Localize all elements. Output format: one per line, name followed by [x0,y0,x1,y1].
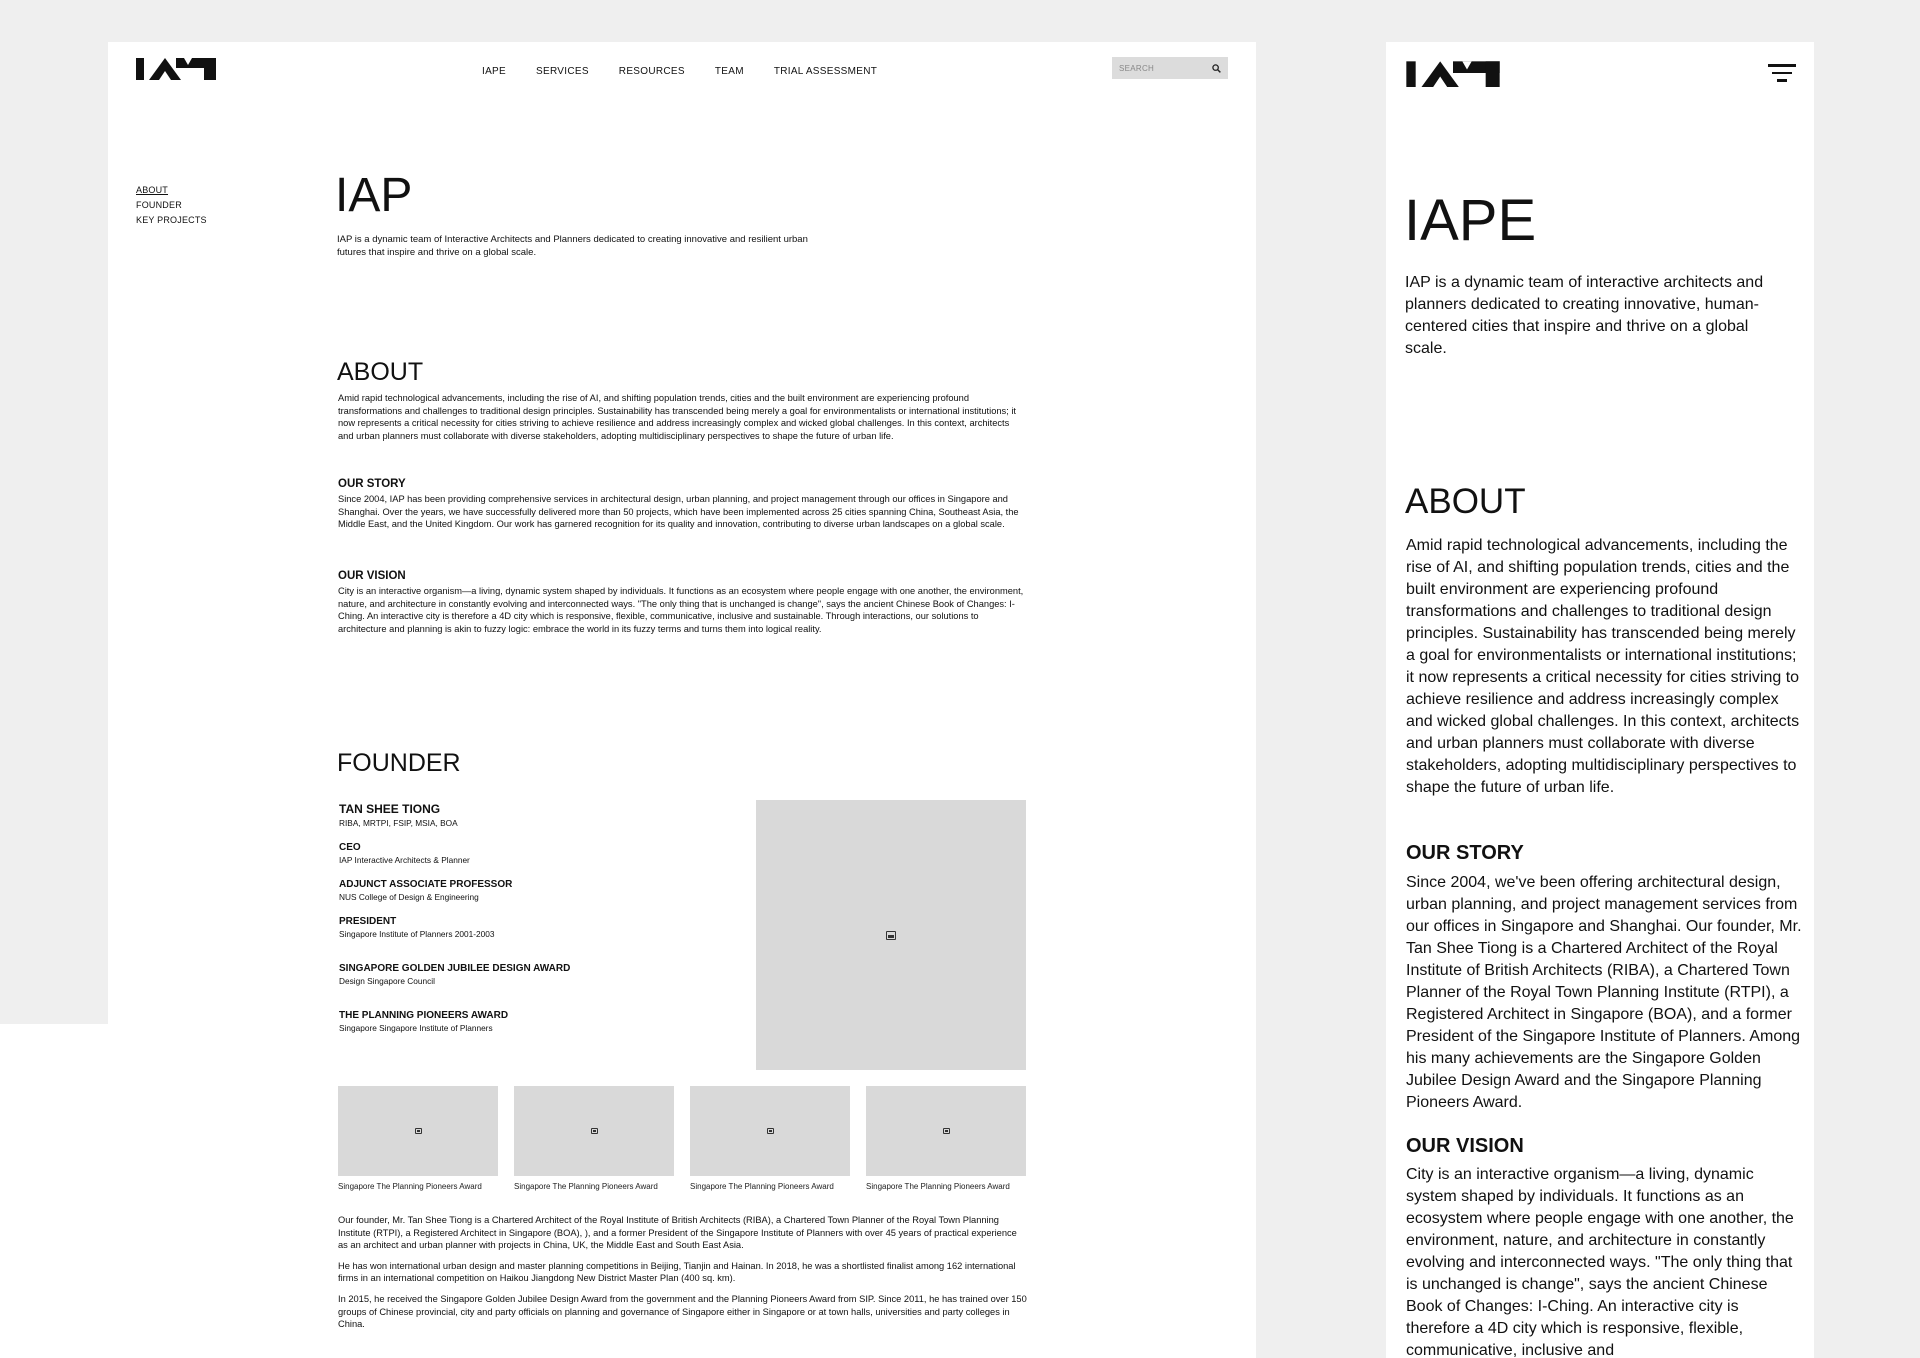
gallery-caption: Singapore The Planning Pioneers Award [866,1182,1010,1191]
gallery-caption: Singapore The Planning Pioneers Award [514,1182,658,1191]
sidebar-item-founder[interactable]: FOUNDER [136,200,182,210]
credential-sub: IAP Interactive Architects & Planner [339,855,470,865]
bio-paragraph: He has won international urban design and master planning competitions in Beijing, Tianjin and Hainan. In 2018, he was a shortlisted finalist among 162 international firms in an international competition on Haikou Jiangdong New District Master Plan (400 sq. km). [338,1260,1016,1284]
bio-paragraph: Our founder, Mr. Tan Shee Tiong is a Chartered Architect of the Royal Institute of British Architects (RIBA), a Chartered Town Planner of the Royal Town Planning Institute (RTPI), a Registered Architect in Singapore (BOA), ), and a former President of the Singapore Institute of Planners with over 45 years of practical experience as an architect and urban planner with projects in China, UK, the Middle East and South East Asia. [338,1215,1017,1251]
mobile-about-text: Amid rapid technological advancements, including the rise of AI, and shifting population trends, cities and the built environment are experiencing profound transformations and challenges to traditional design principles. Sustainability has transcended being merely a goal for environmentalists or international institutions; it now represents a critical necessity for cities striving to achieve resilience and address increasingly complex and wicked global challenges. In this context, architects and urban planners must collaborate with diverse stakeholders, adopting multidisciplinary perspectives to shape the future of urban life. [1406,537,1800,796]
our-vision-section [338,570,1028,635]
our-story-heading: OUR STORY [338,478,406,490]
our-vision-heading: OUR VISION [338,570,406,582]
gallery-item[interactable] [338,1086,498,1191]
our-vision-text: City is an interactive organism—a living, dynamic system shaped by individuals. It functions as an ecosystem where people engage with one another, the environment, nature, and architecture in constantly evolving and interconnected ways. "The only thing that is unchanged is change", says the ancient Chinese Book of Changes: I-Ching. An interactive city is therefore a 4D city which is responsive, flexible, communicative, inclusive and sustainable. Through interactions, our solutions to architecture and planning is akin to fuzzy logic: embrace the world in its fuzzy terms and turns them into logical reality. [338,586,1024,634]
nav-item-resources[interactable]: RESOURCES [618,66,685,77]
credential-item [339,1010,719,1033]
menu-bar [1768,64,1796,67]
intro-text: IAP is a dynamic team of Interactive Architects and Planners dedicated to creating innovative and resilient urban futures that inspire and thrive on a global scale. [337,234,808,258]
nav-item-team[interactable]: TEAM [714,66,744,77]
credential-title: PRESIDENT [339,916,397,927]
search-input[interactable] [1119,64,1209,73]
credential-item [339,879,719,902]
gallery-item[interactable] [866,1086,1026,1191]
gallery-image-placeholder [514,1086,674,1176]
menu-icon[interactable] [1768,64,1796,84]
image-icon [886,931,896,940]
desktop-side-panel [0,1024,108,1358]
search-box [1112,57,1228,79]
nav-item-trial-assessment[interactable]: TRIAL ASSESSMENT [773,66,878,77]
our-story-text: Since 2004, IAP has been providing comprehensive services in architectural design, urban planning, and project management through our offices in Singapore and Shanghai. Over the years, we have successfully delivered more than 50 projects, which have been implemented across 25 cities spanning China, Southeast Asia, the Middle East, and the United Kingdom. Our work has garnered recognition for its quality and innovation, contributing to diverse urban landscapes on a global scale. [338,494,1019,530]
mobile-page-title: IAPE [1404,188,1537,253]
credential-title: TAN SHEE TIONG [339,802,441,816]
section-sidebar [136,185,207,230]
image-icon [767,1128,774,1134]
mobile-about-heading: ABOUT [1405,482,1526,521]
credential-title: SINGAPORE GOLDEN JUBILEE DESIGN AWARD [339,963,571,974]
mobile-our-vision-text: City is an interactive organism—a living, dynamic system shaped by individuals. It functions as an ecosystem where people engage with one another, the environment, nature, and architecture in constantly evolving and interconnected ways. "The only thing that is unchanged is change", says the ancient Chinese Book of Changes: I-Ching. An interactive city is therefore a 4D city which is responsive, flexible, communicative, inclusive and [1406,1166,1794,1358]
nav-item-services[interactable]: SERVICES [536,66,589,77]
gallery-image-placeholder [338,1086,498,1176]
about-text: Amid rapid technological advancements, including the rise of AI, and shifting population trends, cities and the built environment are experiencing profound transformations and challenges to traditional design principles. Sustainability has transcended being merely a goal for environmentalists or international institutions; it now represents a critical necessity for cities striving to achieve resilience and address increasingly complex and wicked global challenges. In this context, architects and urban planners must collaborate with diverse stakeholders, adopting multidisciplinary perspectives to shape the future of urban life. [338,393,1017,441]
mobile-intro-text: IAP is a dynamic team of interactive architects and planners dedicated to creating innovative, human-centered cities that inspire and thrive on a global scale. [1405,274,1764,357]
sidebar-item-about[interactable]: ABOUT [136,185,169,195]
about-heading: ABOUT [337,358,424,386]
mobile-mockup [1386,42,1814,1358]
mobile-our-vision-heading: OUR VISION [1406,1135,1524,1157]
gallery-item[interactable] [690,1086,850,1191]
image-icon [415,1128,422,1134]
founder-credentials [339,802,719,1047]
gallery-caption: Singapore The Planning Pioneers Award [690,1182,834,1191]
credential-title: ADJUNCT ASSOCIATE PROFESSOR [339,879,513,890]
gallery-image-placeholder [866,1086,1026,1176]
desktop-mockup [108,42,1256,1358]
menu-bar [1777,79,1787,82]
founder-name [339,802,719,828]
mobile-our-story-text: Since 2004, we've been offering architectural design, urban planning, and project management services from our offices in Singapore and Shanghai. Our founder, Mr. Tan Shee Tiong is a Chartered Architect of the Royal Institute of British Architects (RIBA), a Chartered Town Planner of the Royal Town Planning Institute (RTPI), a Registered Architect in Singapore (BOA), and a former President of the Singapore Institute of Planners. Among his many achievements are the Singapore Golden Jubilee Design Award and the Singapore Planning Pioneers Award. [1406,874,1802,1111]
credential-sub: Singapore Institute of Planners 2001-2003 [339,929,495,939]
intro-section [335,169,1027,259]
sidebar-item-key-projects[interactable]: KEY PROJECTS [136,215,207,225]
founder-heading: FOUNDER [337,749,461,777]
menu-bar [1772,72,1792,75]
credential-title: THE PLANNING PIONEERS AWARD [339,1010,509,1021]
founder-bio [338,1214,1028,1339]
iap-logo[interactable] [1405,59,1501,87]
credential-sub: RIBA, MRTPI, FSIP, MSIA, BOA [339,818,458,828]
credential-item [339,916,719,939]
our-story-section [338,478,1028,531]
nav-item-iape[interactable]: IAPE [482,66,506,77]
page-title: IAP [335,169,413,222]
credential-sub: Design Singapore Council [339,976,435,986]
credential-title: CEO [339,842,361,853]
main-nav [482,66,907,77]
bio-paragraph: In 2015, he received the Singapore Golden Jubilee Design Award from the government and the Planning Pioneers Award from SIP. Since 2011, he has trained over 150 groups of Chinese provincial, city and party officials on planning and governance of Singapore either in Singapore or at town halls, universities and party colleges in China. [338,1293,1027,1330]
gallery-item[interactable] [514,1086,674,1191]
image-icon [943,1128,950,1134]
search-icon[interactable] [1212,64,1221,73]
credential-item [339,842,719,865]
image-icon [591,1128,598,1134]
iap-logo[interactable] [136,56,216,80]
credential-item [339,963,719,986]
award-gallery [338,1086,1026,1191]
gallery-caption: Singapore The Planning Pioneers Award [338,1182,482,1191]
mobile-our-story-heading: OUR STORY [1406,842,1524,864]
credential-sub: Singapore Singapore Institute of Planners [339,1023,493,1033]
founder-portrait-placeholder [756,800,1026,1070]
credential-sub: NUS College of Design & Engineering [339,892,479,902]
gallery-image-placeholder [690,1086,850,1176]
